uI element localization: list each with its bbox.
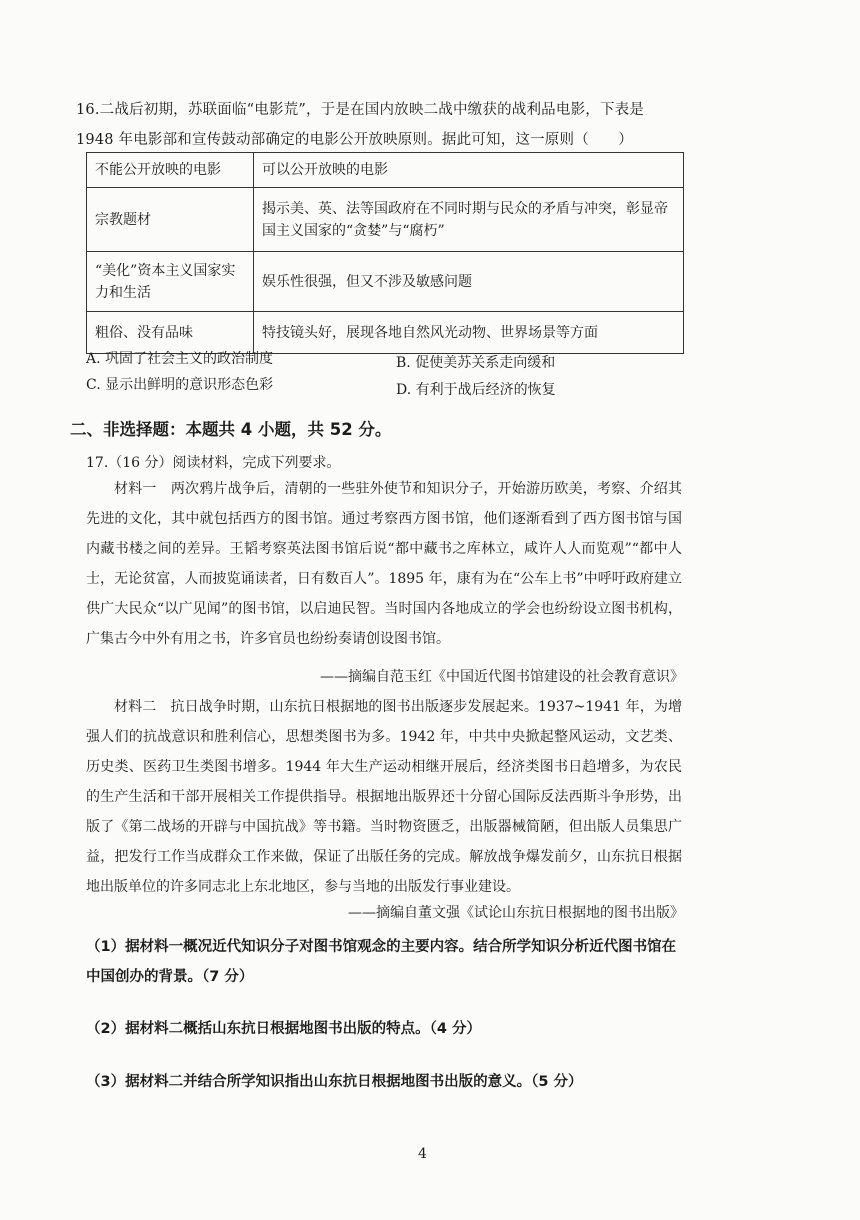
table-header-not-allowed: 不能公开放映的电影 [87, 153, 254, 188]
question-16-stem-line2: 1948 年电影部和宣传鼓动部确定的电影公开放映原则。据此可知，这一原则（ ） [76, 132, 634, 148]
option-c: C. 显示出鲜明的意识形态色彩 [86, 377, 274, 393]
material-1-source: ——摘编自范玉红《中国近代图书馆建设的社会教育意识》 [320, 669, 684, 685]
material-1 [86, 474, 682, 654]
table-cell: 粗俗、没有品味 [87, 312, 254, 354]
question-17-head: 17.（16 分）阅读材料，完成下列要求。 [86, 455, 341, 471]
material-2-text: 材料二 抗日战争时期，山东抗日根据地的图书出版逐步发展起来。1937~1941 年，为增强人们的抗战意识和胜利信心，思想类图书为多。1942 年，中共中央掀起整风运动，文艺类、历史类、医药卫生类图书增多。1944 年大生产运动相继开展后，经济类图书日趋增多，为农民的生产生活和干部开展相关工作提供指导。根据地出版界还十分留心国际反法西斯斗争形势，出版了《第二战场的开辟与中国抗战》等书籍。当时物资匮乏，出版器械简陋，但出版人员集思广益，把发行工作当成群众工作来做，保证了出版任务的完成。解放战争爆发前夕，山东抗日根据地出版单位的许多同志北上东北地区，参与当地的出版发行事业建设。 [86, 699, 682, 895]
table-header-row [87, 153, 684, 188]
table-cell: 宗教题材 [87, 188, 254, 252]
sub-question-1: （1）据材料一概况近代知识分子对图书馆观念的主要内容。结合所学知识分析近代图书馆在中国创办的背景。（7 分） [86, 939, 677, 985]
option-b: B. 促使美苏关系走向缓和 [396, 355, 556, 371]
option-d: D. 有利于战后经济的恢复 [396, 382, 556, 398]
table-row [87, 188, 684, 252]
material-2-source: ——摘编自董文强《试论山东抗日根据地的图书出版》 [348, 905, 684, 921]
table-cell: “美化”资本主义国家实力和生活 [87, 252, 254, 312]
option-a: A. 巩固了社会主义的政治制度 [86, 351, 274, 367]
page-number: 4 [418, 1146, 427, 1162]
table-cell: 揭示美、英、法等国政府在不同时期与民众的矛盾与冲突，彰显帝国主义国家的“贪婪”与“腐朽” [254, 188, 684, 252]
film-screening-table [86, 152, 684, 354]
sub-question-3: （3）据材料二并结合所学知识指出山东抗日根据地图书出版的意义。（5 分） [86, 1074, 583, 1090]
section-2-title: 二、非选择题：本题共 4 小题，共 52 分。 [70, 420, 392, 439]
table-row [87, 252, 684, 312]
material-1-text: 材料一 两次鸦片战争后，清朝的一些驻外使节和知识分子，开始游历欧美，考察、介绍其先进的文化，其中就包括西方的图书馆。通过考察西方图书馆，他们逐渐看到了西方图书馆与国内藏书楼之间的差异。王韬考察英法图书馆后说“都中藏书之库林立，咸许人人而览观”“都中人士，无论贫富，人而披览诵读者，日有数百人”。1895 年，康有为在“公车上书”中呼吁政府建立供广大民众“以广见闻”的图书馆，以启迪民智。当时国内各地成立的学会也纷纷设立图书机构，广集古今中外有用之书，许多官员也纷纷奏请创设图书馆。 [86, 481, 682, 647]
table-cell: 娱乐性很强，但又不涉及敏感问题 [254, 252, 684, 312]
table-cell: 特技镜头好，展现各地自然风光动物、世界场景等方面 [254, 312, 684, 354]
table-header-allowed: 可以公开放映的电影 [254, 153, 684, 188]
sub-question-2: （2）据材料二概括山东抗日根据地图书出版的特点。（4 分） [86, 1021, 481, 1037]
question-16-stem-line1: 16.二战后初期，苏联面临“电影荒”，于是在国内放映二战中缴获的战利品电影，下表是 [76, 102, 645, 118]
material-2 [86, 692, 682, 902]
